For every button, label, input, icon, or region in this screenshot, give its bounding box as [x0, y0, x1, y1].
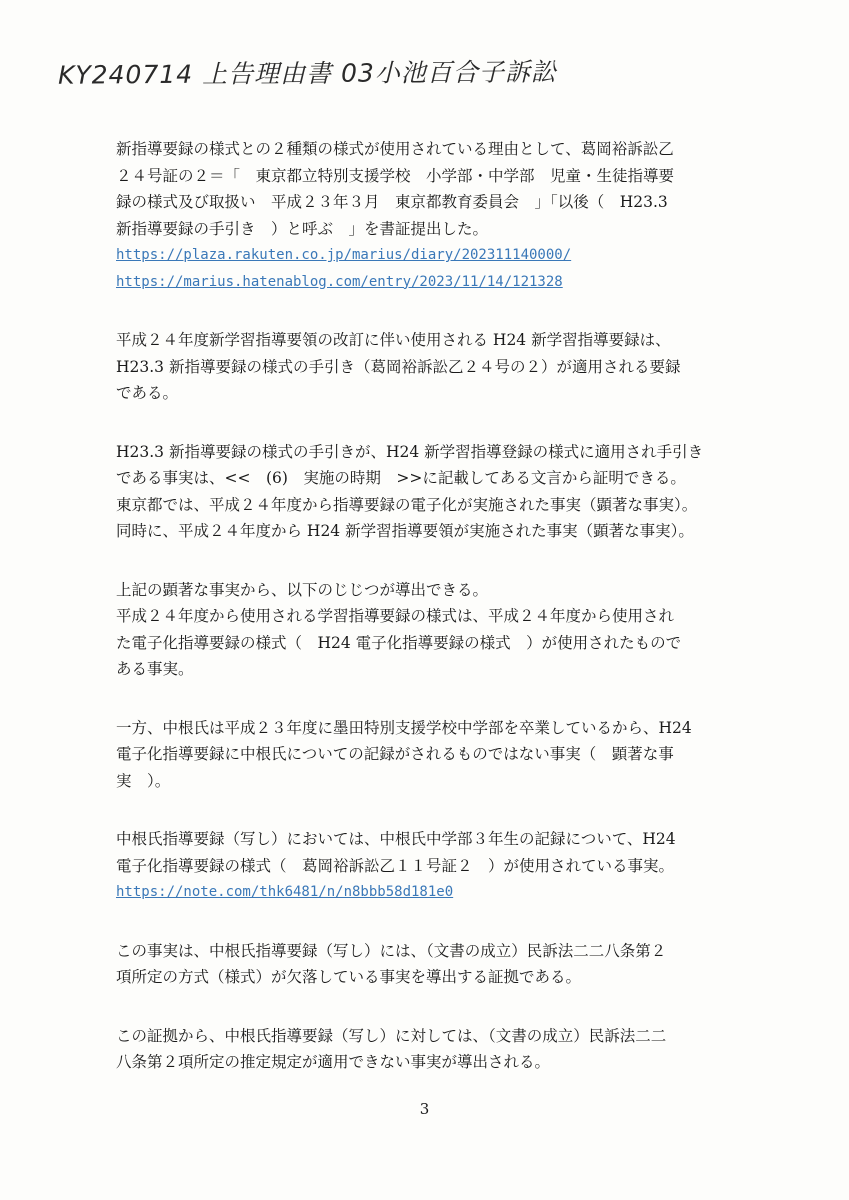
text-line: である事実は、<< (6) 実施の時期 >>に記載してある文言から証明できる。: [116, 469, 686, 487]
paragraph-4: [116, 577, 796, 683]
text-line: この証拠から、中根氏指導要録（写し）に対しては、（文書の成立）民訴法二二: [116, 1026, 667, 1045]
text-line: 平成２４年度新学習指導要領の改訂に伴い使用される H24 新学習指導要録は、: [116, 331, 671, 349]
text-line: である。: [116, 384, 179, 402]
page-number: 3: [419, 1100, 430, 1118]
text-line: 八条第２項所定の推定規定が適用できない事実が導出される。: [116, 1053, 551, 1071]
text-line: 東京都では、平成２４年度から指導要録の電子化が実施された事実（顕著な事実）。: [116, 495, 698, 514]
paragraph-1: [116, 136, 796, 295]
text-line: 新指導要録の様式との２種類の様式が使用されている理由として、葛岡裕訴訟乙: [116, 140, 674, 158]
paragraph-5: [116, 715, 796, 795]
text-line: 一方、中根氏は平成２３年度に墨田特別支援学校中学部を卒業しているから、H24: [116, 718, 692, 737]
paragraph-6: [116, 826, 796, 906]
text-line: た電子化指導要録の様式（ H24 電子化指導要録の様式 ）が使用されたもので: [116, 633, 682, 652]
paragraph-2: [116, 327, 796, 407]
paragraph-7: [116, 938, 796, 991]
text-line: 上記の顕著な事実から、以下のじじつが導出できる。: [116, 580, 489, 599]
text-line: 新指導要録の手引き ）と呼ぶ 」を書証提出した。: [116, 219, 489, 238]
text-line: 平成２４年度から使用される学習指導要録の様式は、平成２４年度から使用され: [116, 607, 675, 625]
text-line: H23.3 新指導要録の様式の手引き（葛岡裕訴訟乙２４号の２）が適用される要録: [116, 357, 681, 376]
text-line: 電子化指導要録に中根氏についての記録がされるものではない事実（ 顕著な事: [116, 745, 674, 763]
text-line: 実 ）。: [116, 771, 171, 790]
text-line: H23.3 新指導要録の様式の手引きが、H24 新学習指導登録の様式に適用され手引き: [116, 442, 704, 461]
text-line: 録の様式及び取扱い 平成２３年３月 東京都教育委員会 」「以後（ H23.3: [116, 193, 668, 211]
text-line: ２４号証の２＝「 東京都立特別支援学校 小学部・中学部 児童・生徒指導要: [116, 166, 675, 185]
note-link[interactable]: https://note.com/thk6481/n/n8bbb58d181e0: [116, 884, 454, 900]
text-line: 項所定の方式（様式）が欠落している事実を導出する証拠である。: [116, 968, 582, 986]
text-line: ある事実。: [116, 660, 194, 678]
paragraph-3: [116, 439, 796, 545]
document-body: [116, 136, 796, 1076]
text-line: この事実は、中根氏指導要録（写し）には、（文書の成立）民訴法二二八条第２: [116, 941, 667, 960]
rakuten-link[interactable]: https://plaza.rakuten.co.jp/marius/diary/202311140000/: [116, 247, 572, 263]
paragraph-8: [116, 1023, 796, 1076]
handwritten-header: KY240714 上告理由書 03小池百合子訴訟: [57, 57, 557, 90]
hatenablog-link[interactable]: https://marius.hatenablog.com/entry/2023/11/14/121328: [116, 273, 563, 290]
text-line: 中根氏指導要録（写し）においては、中根氏中学部３年生の記録について、H24: [116, 830, 676, 848]
text-line: 電子化指導要録の様式（ 葛岡裕訴訟乙１１号証２ ）が使用されている事実。: [116, 856, 675, 875]
text-line: 同時に、平成２４年度から H24 新学習指導要領が実施された事実（顕著な事実）。: [116, 522, 694, 540]
